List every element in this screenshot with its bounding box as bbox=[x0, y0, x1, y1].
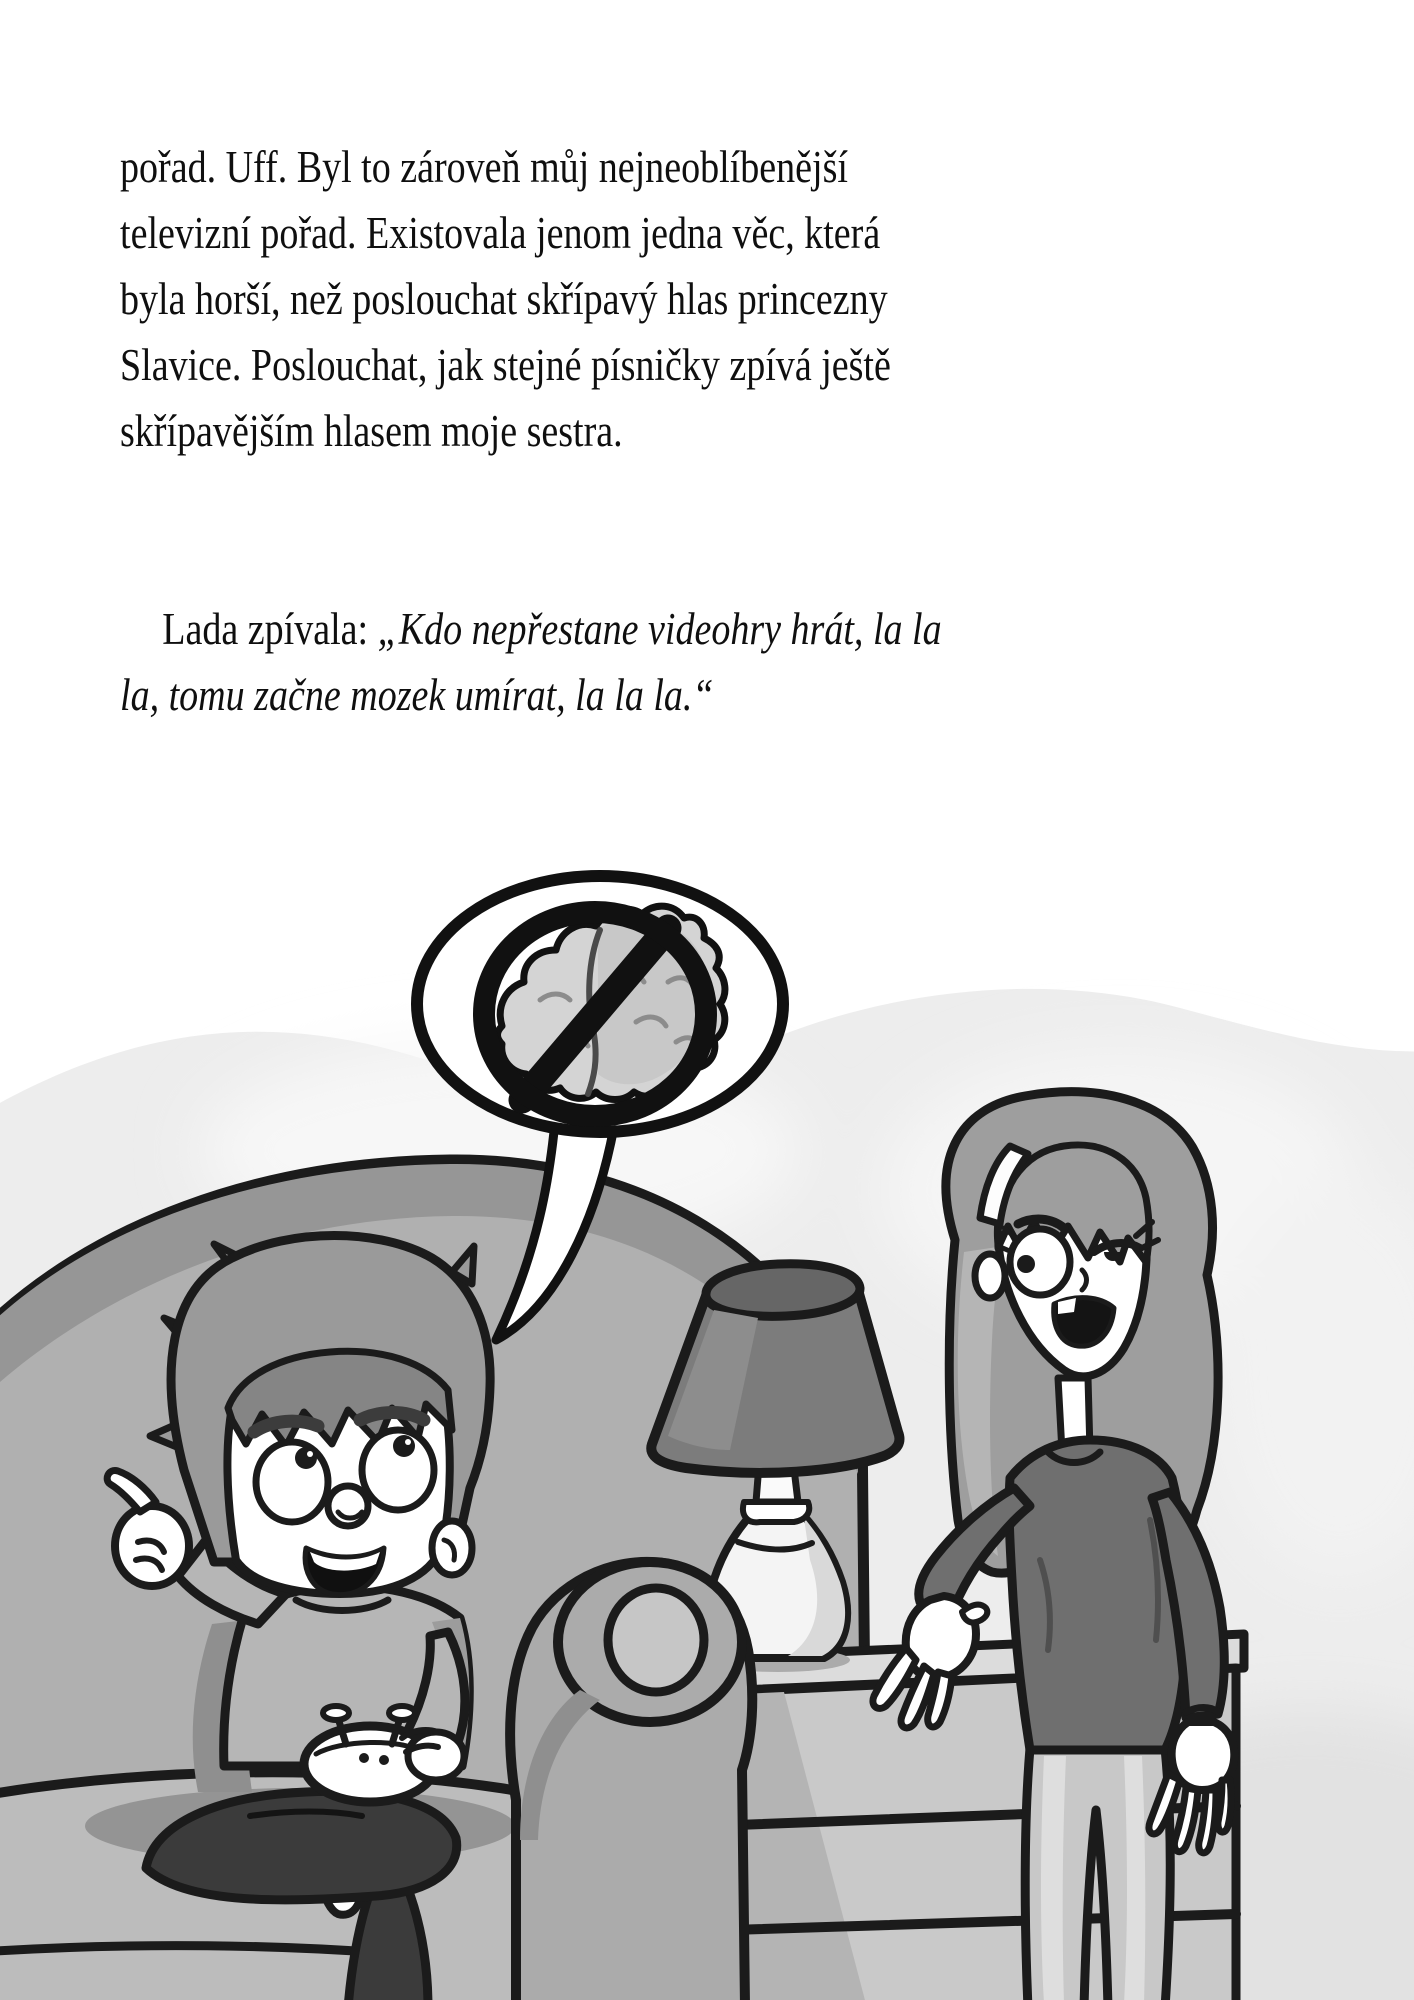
lamp-shade-rim bbox=[706, 1264, 860, 1317]
couch-arm bbox=[510, 1562, 752, 2000]
paragraph-2 bbox=[120, 596, 942, 728]
joystick-left-cap bbox=[323, 1706, 349, 1720]
paragraph-1 bbox=[120, 134, 942, 464]
speech-lead: Lada zpívala: bbox=[162, 604, 378, 654]
text-line: pořad. Uff. Byl to zároveň můj nejneoblíbenější bbox=[120, 142, 848, 192]
sung-quote-line-1: „Kdo nepřestane videohry hrát, la la bbox=[377, 604, 942, 654]
sister-pants-highlight-left bbox=[1041, 1756, 1066, 2000]
text-line: byla horší, než poslouchat skřípavý hlas princezny bbox=[120, 274, 888, 324]
controller-button-2 bbox=[379, 1755, 389, 1765]
controller-button-1 bbox=[359, 1753, 369, 1763]
sister-thumb bbox=[962, 1605, 987, 1623]
boy-hand-on-controller bbox=[408, 1732, 464, 1780]
text-line: televizní pořad. Existovala jenom jedna věc, která bbox=[120, 208, 881, 258]
arm-scroll-inner bbox=[608, 1588, 704, 1692]
boy-pupil-left bbox=[295, 1447, 317, 1469]
boy-pupil-right bbox=[393, 1435, 415, 1457]
body-text bbox=[120, 134, 942, 728]
sister-pants-highlight-right bbox=[1124, 1756, 1145, 2000]
text-line: skřípavějším hlasem moje sestra. bbox=[120, 406, 623, 456]
text-line: Slavice. Poslouchat, jak stejné písničky zpívá ještě bbox=[120, 340, 891, 390]
sister-pupil-left bbox=[1017, 1255, 1035, 1273]
sister-ear bbox=[975, 1254, 1005, 1298]
sung-quote-line-2: la, tomu začne mozek umírat, la la la.“ bbox=[120, 670, 714, 720]
joystick-right-cap bbox=[389, 1706, 415, 1720]
lamp-collar bbox=[743, 1502, 809, 1522]
boy-brow-right bbox=[360, 1413, 424, 1421]
text-line bbox=[120, 596, 942, 662]
boy-hand-fist bbox=[115, 1506, 189, 1586]
boy-eye-left bbox=[256, 1442, 328, 1522]
